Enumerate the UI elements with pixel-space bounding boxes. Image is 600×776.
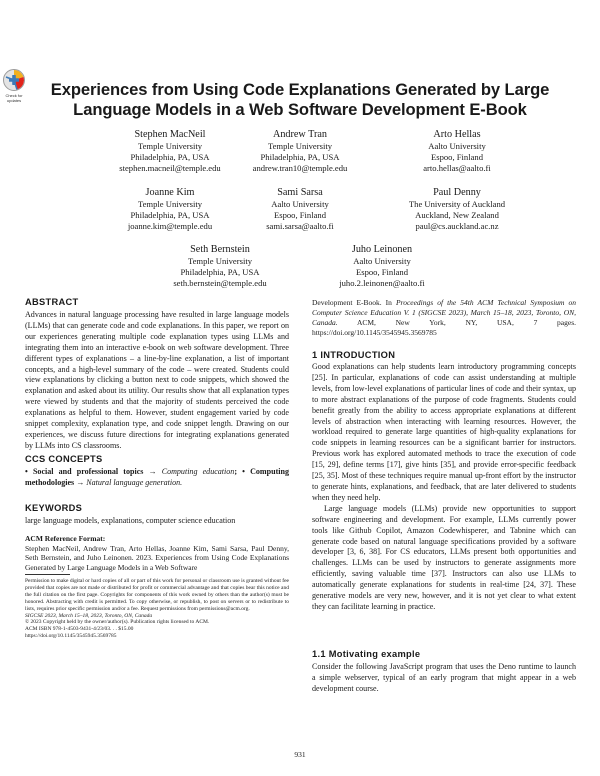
author-location: Philadelphia, PA, USA	[260, 152, 340, 162]
ccs-heading: CCS CONCEPTS	[25, 454, 103, 464]
ccs-item2: Natural language generation.	[86, 477, 183, 487]
doi-link[interactable]: https://doi.org/10.1145/3545945.3569785	[25, 633, 117, 640]
author-name: Arto Hellas	[433, 129, 481, 140]
author-block	[357, 186, 557, 232]
page-number: 931	[294, 750, 306, 759]
ccs-arrow1: →	[148, 467, 157, 476]
author-name: Andrew Tran	[272, 129, 328, 140]
motivating-example-text: Consider the following JavaScript program that uses the Deno runtime to launch a simple webserver, typical of an early program that might appear in a web development course.	[312, 662, 576, 693]
ccs-item1: Computing education	[161, 467, 235, 476]
acm-reference	[25, 534, 289, 572]
acm-reference-text: Stephen MacNeil, Andrew Tran, Arto Hellas, Joanne Kim, Sami Sarsa, Paul Denny, Seth Bernstein, and Juho Leinonen. 2023. Experiences from Using Code Explanations Generated by Large Language Models in a Web Software	[25, 543, 289, 572]
ccs-sep: ; •	[234, 467, 245, 476]
author-email: joanne.kim@temple.edu	[127, 221, 213, 231]
author-email: andrew.tran10@temple.edu	[252, 163, 348, 173]
author-location: Philadelphia, PA, USA	[130, 210, 210, 220]
footnote-divider	[25, 574, 70, 575]
ccs-bullet1: • Social and professional topics	[25, 467, 144, 476]
author-affiliation: Temple University	[137, 141, 203, 151]
intro-paragraph-2: Large language models (LLMs) provide new opportunities to support software engineering and development. For example, LLMs currently power tools like Github Copilot, Amazon Codewhisperer, and Tabnine which can generate code based on natural language specifications provided by a software developer [3, 6, 38]. For CS educators, LLMs present both opportunities and challenges. LLMs can be used by instructors to generate assignments more efficiently, saving valuable time [37]. Instructors can also use LLMs to automatically generate explanations for students in real-time [24, 37]. These generative models are very new, however, and it is not yet clear to what extent they can facilitate learning in practice.	[312, 503, 576, 611]
author-location: Philadelphia, PA, USA	[180, 267, 260, 277]
copyright-line: © 2023 Copyright held by the owner/author(s). Publication rights licensed to ACM.	[25, 619, 210, 626]
author-location: Espoo, Finland	[355, 267, 409, 277]
ref-cont-pre: Development E-Book. In	[312, 298, 396, 307]
author-location: Philadelphia, PA, USA	[130, 152, 210, 162]
author-name: Paul Denny	[433, 187, 481, 198]
author-name: Sami Sarsa	[277, 187, 323, 198]
author-affiliation: Temple University	[267, 141, 333, 151]
author-affiliation: The University of Auckland	[408, 199, 506, 209]
introduction-text	[312, 362, 576, 613]
ccs-text	[25, 467, 289, 489]
author-affiliation: Aalto University	[271, 199, 329, 209]
author-block	[282, 243, 482, 289]
author-location: Espoo, Finland	[430, 152, 484, 162]
author-affiliation: Aalto University	[353, 256, 411, 266]
abstract-heading: ABSTRACT	[25, 297, 79, 307]
check-for-updates-badge[interactable]	[2, 68, 26, 103]
permission-text: Permission to make digital or hard copies of all or part of this work for personal or classroom use is granted without fee provided that copies are not made or distributed for profit or commercial advantage and that copies bear this notice and the full citation on the first page. Copyrights for components of this work owned by others than the author(s) must be honored. Abstracting with credit is permitted. To copy otherwise, or republish, to post on servers or to redistribute to lists, requires prior specific permission and/or a fee. Request permissions from permissions@acm.org.	[25, 578, 289, 612]
badge-label-line2: updates	[6, 98, 22, 103]
conference-line: SIGCSE 2023, March 15–18, 2023, Toronto, ON, Canada	[25, 612, 153, 619]
introduction-heading: 1 INTRODUCTION	[312, 350, 396, 360]
ref-cont-post: ACM, New York, NY, USA, 7 pages. https://doi.org/10.1145/3545945.3569785	[312, 317, 576, 337]
keywords-heading: KEYWORDS	[25, 503, 83, 513]
author-email: paul@cs.auckland.ac.nz	[415, 221, 499, 231]
intro-paragraph-1: Good explanations can help students learn introductory programming concepts [25]. In particular, explanations of code can assist understanding at multiple levels, from low-level explanations of particular lines of code and their syntax, up to more abstract explanations of the purpose of code fragments. Students could benefit greatly from the ability to access appropriate explanations at different levels of abstraction when interacting with learning resources. However, the workload required to generate large quantities of high-quality explanations for code snippets in learning resources can be a significant barrier for instructors. Previous work has explored automated methods to trace the execution of code [15, 29], define terms [17], give hints [35], and provide error-specific feedback [25, 35]. Most of these techniques require manual up-front effort by the instructor to generate hints, explanations, and feedback, that are later delivered to students when they need help.	[312, 362, 576, 502]
acm-reference-heading: ACM Reference Format:	[25, 534, 106, 543]
author-email: juho.2.leinonen@aalto.fi	[339, 278, 425, 288]
author-location: Espoo, Finland	[273, 210, 327, 220]
badge-label-line1: Check for	[5, 93, 23, 98]
keywords-text: large language models, explanations, computer science education	[25, 516, 236, 525]
paper-title: Experiences from Using Code Explanations Generated by Large Language Models in a Web Software Development E-Book	[50, 80, 550, 119]
author-name: Seth Bernstein	[190, 244, 250, 255]
author-name: Stephen MacNeil	[134, 129, 206, 140]
author-affiliation: Temple University	[187, 256, 253, 266]
ccs-arrow2: →	[76, 477, 85, 487]
author-email: seth.bernstein@temple.edu	[173, 278, 267, 288]
ccs-bullet2: Computing methodologies	[25, 467, 289, 487]
badge-label	[2, 93, 26, 103]
author-affiliation: Temple University	[137, 199, 203, 209]
isbn-line: ACM ISBN 978-1-4503-9431-4/23/03. . . $15.00	[25, 626, 134, 633]
author-email: arto.hellas@aalto.fi	[423, 163, 491, 173]
author-email: stephen.macneil@temple.edu	[119, 163, 221, 173]
crossmark-icon	[2, 68, 26, 92]
author-email: sami.sarsa@aalto.fi	[266, 221, 334, 231]
abstract-text: Advances in natural language processing have resulted in large language models (LLMs) that can generate code and code explanations. In this paper, we report on our experiences generating multiple code explanation types using LLMs and integrating them into an interactive e-book on web software development. Three different types of explanations – a line-by-line explanation, a list of important concepts, and a high-level summary of the code – were created. Students could view explanations by clicking a button next to code snippets, which showed the explanation and asked about its utility. Our results show that all explanation types were viewed by students and that the majority of students perceived the code explanations as helpful to them. However, student engagement varied by code snippet complexity, explanation type, and code snippet length. Drawing on our experiences, we discuss future directions for integrating explanations generated by LLMs into CS classrooms.	[25, 310, 289, 450]
acm-reference-continuation	[312, 298, 576, 338]
author-name: Joanne Kim	[145, 187, 195, 198]
permission-notice	[25, 578, 289, 640]
motivating-example-heading: 1.1 Motivating example	[312, 649, 421, 659]
author-location: Auckland, New Zealand	[415, 210, 499, 220]
author-affiliation: Aalto University	[428, 141, 486, 151]
author-name: Juho Leinonen	[351, 244, 413, 255]
ref-cont-venue: Proceedings of the 54th ACM Technical Symposium on Computer Science Education V. 1 (SIGCSE 2023), March 15–18, 2023, Toronto, ON, Canada.	[312, 298, 576, 327]
author-block	[357, 128, 557, 174]
